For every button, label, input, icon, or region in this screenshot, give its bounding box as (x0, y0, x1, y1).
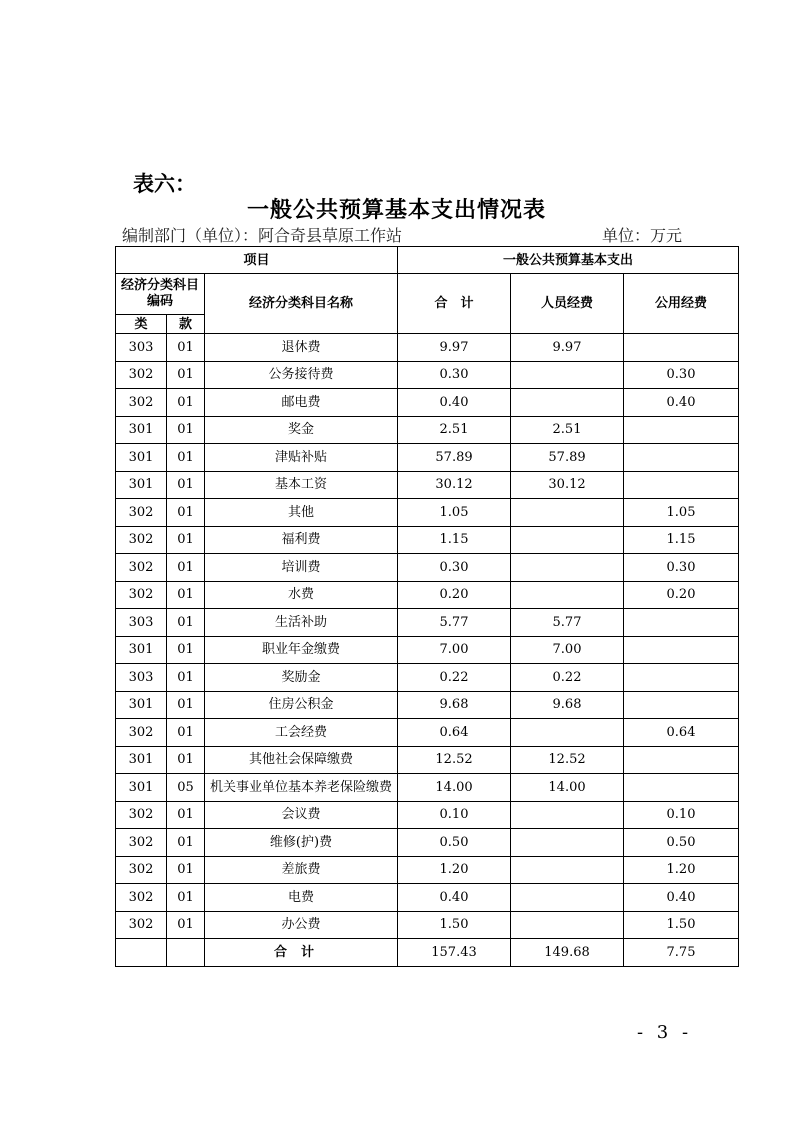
table-label: 表六： (133, 171, 196, 196)
header-budget-group: 一般公共预算基本支出 (398, 247, 739, 274)
cell-category: 301 (116, 636, 167, 664)
table-row (116, 856, 739, 884)
table-row (116, 389, 739, 417)
cell-public: 1.20 (624, 856, 739, 884)
cell-total: 1.05 (398, 499, 511, 527)
cell-personnel (511, 389, 624, 417)
cell-category: 303 (116, 609, 167, 637)
cell-category: 303 (116, 334, 167, 362)
cell-personnel (511, 801, 624, 829)
cell-total: 2.51 (398, 416, 511, 444)
cell-total: 9.97 (398, 334, 511, 362)
cell-public: 0.10 (624, 801, 739, 829)
cell-name: 邮电费 (205, 389, 398, 417)
header-name: 经济分类科目名称 (205, 274, 398, 334)
cell-category: 301 (116, 416, 167, 444)
summary-cat (116, 939, 167, 967)
cell-item: 01 (167, 361, 205, 389)
page-number: - 3 - (637, 1022, 693, 1043)
cell-category: 302 (116, 526, 167, 554)
table-row (116, 416, 739, 444)
cell-personnel: 9.68 (511, 691, 624, 719)
table-row (116, 829, 739, 857)
cell-item: 01 (167, 719, 205, 747)
cell-item: 01 (167, 856, 205, 884)
cell-item: 01 (167, 499, 205, 527)
cell-item: 01 (167, 884, 205, 912)
cell-name: 其他社会保障缴费 (205, 746, 398, 774)
cell-name: 差旅费 (205, 856, 398, 884)
table-row (116, 361, 739, 389)
table-row (116, 746, 739, 774)
cell-name: 其他 (205, 499, 398, 527)
cell-category: 302 (116, 499, 167, 527)
cell-personnel (511, 581, 624, 609)
cell-public (624, 416, 739, 444)
cell-category: 302 (116, 581, 167, 609)
cell-personnel: 57.89 (511, 444, 624, 472)
cell-personnel: 30.12 (511, 471, 624, 499)
header-personnel: 人员经费 (511, 274, 624, 334)
table-row (116, 774, 739, 802)
cell-name: 生活补助 (205, 609, 398, 637)
meta-row (122, 223, 682, 246)
cell-total: 0.22 (398, 664, 511, 692)
cell-total: 0.30 (398, 361, 511, 389)
table-row (116, 911, 739, 939)
header-public: 公用经费 (624, 274, 739, 334)
cell-personnel: 5.77 (511, 609, 624, 637)
cell-name: 水费 (205, 581, 398, 609)
cell-personnel (511, 499, 624, 527)
cell-public (624, 471, 739, 499)
table-row (116, 719, 739, 747)
cell-public (624, 636, 739, 664)
cell-category: 302 (116, 389, 167, 417)
table-row (116, 884, 739, 912)
cell-total: 30.12 (398, 471, 511, 499)
cell-personnel (511, 361, 624, 389)
cell-category: 302 (116, 554, 167, 582)
cell-category: 301 (116, 691, 167, 719)
cell-category: 301 (116, 746, 167, 774)
table-row (116, 609, 739, 637)
cell-name: 电费 (205, 884, 398, 912)
cell-public: 0.40 (624, 389, 739, 417)
cell-personnel: 12.52 (511, 746, 624, 774)
cell-public: 0.20 (624, 581, 739, 609)
cell-name: 退休费 (205, 334, 398, 362)
cell-item: 01 (167, 334, 205, 362)
cell-category: 301 (116, 471, 167, 499)
cell-name: 公务接待费 (205, 361, 398, 389)
cell-total: 0.20 (398, 581, 511, 609)
cell-total: 0.30 (398, 554, 511, 582)
cell-public: 1.50 (624, 911, 739, 939)
cell-personnel (511, 554, 624, 582)
cell-total: 7.00 (398, 636, 511, 664)
summary-item (167, 939, 205, 967)
table-row (116, 471, 739, 499)
cell-total: 1.50 (398, 911, 511, 939)
cell-category: 302 (116, 361, 167, 389)
cell-item: 01 (167, 664, 205, 692)
cell-personnel (511, 856, 624, 884)
summary-row (116, 939, 739, 967)
cell-public (624, 334, 739, 362)
table-row (116, 526, 739, 554)
cell-name: 基本工资 (205, 471, 398, 499)
prepared-by: 编制部门（单位）：阿合奇县草原工作站 (122, 226, 403, 245)
table-row (116, 499, 739, 527)
cell-public (624, 746, 739, 774)
cell-item: 01 (167, 581, 205, 609)
cell-public: 1.05 (624, 499, 739, 527)
cell-item: 05 (167, 774, 205, 802)
table-row (116, 554, 739, 582)
table-row (116, 664, 739, 692)
cell-name: 奖励金 (205, 664, 398, 692)
cell-category: 302 (116, 719, 167, 747)
cell-item: 01 (167, 389, 205, 417)
header-item: 款 (167, 315, 205, 334)
cell-name: 津贴补贴 (205, 444, 398, 472)
header-project: 项目 (116, 247, 398, 274)
cell-personnel (511, 526, 624, 554)
cell-item: 01 (167, 691, 205, 719)
table-row (116, 581, 739, 609)
summary-total: 157.43 (398, 939, 511, 967)
cell-name: 培训费 (205, 554, 398, 582)
cell-personnel: 9.97 (511, 334, 624, 362)
cell-item: 01 (167, 416, 205, 444)
cell-name: 住房公积金 (205, 691, 398, 719)
cell-item: 01 (167, 609, 205, 637)
cell-item: 01 (167, 471, 205, 499)
cell-total: 0.40 (398, 389, 511, 417)
cell-personnel: 0.22 (511, 664, 624, 692)
header-total: 合 计 (398, 274, 511, 334)
cell-item: 01 (167, 636, 205, 664)
cell-category: 303 (116, 664, 167, 692)
cell-personnel: 2.51 (511, 416, 624, 444)
header-code-group: 经济分类科目编码 (116, 274, 205, 315)
table-row (116, 636, 739, 664)
cell-item: 01 (167, 911, 205, 939)
cell-personnel (511, 719, 624, 747)
cell-name: 会议费 (205, 801, 398, 829)
cell-public (624, 609, 739, 637)
cell-item: 01 (167, 554, 205, 582)
cell-total: 1.15 (398, 526, 511, 554)
cell-public: 0.64 (624, 719, 739, 747)
unit-label: 单位：万元 (601, 226, 682, 245)
cell-category: 302 (116, 884, 167, 912)
cell-name: 办公费 (205, 911, 398, 939)
cell-category: 302 (116, 829, 167, 857)
cell-total: 0.40 (398, 884, 511, 912)
cell-public: 0.30 (624, 361, 739, 389)
page-title: 一般公共预算基本支出情况表 (246, 197, 546, 223)
cell-item: 01 (167, 801, 205, 829)
cell-category: 302 (116, 856, 167, 884)
summary-label: 合计 (205, 939, 398, 967)
cell-name: 福利费 (205, 526, 398, 554)
cell-total: 0.10 (398, 801, 511, 829)
cell-total: 12.52 (398, 746, 511, 774)
summary-public: 7.75 (624, 939, 739, 967)
cell-name: 奖金 (205, 416, 398, 444)
cell-category: 301 (116, 774, 167, 802)
cell-public: 1.15 (624, 526, 739, 554)
cell-category: 301 (116, 444, 167, 472)
cell-total: 0.50 (398, 829, 511, 857)
table-row (116, 801, 739, 829)
table-header (116, 247, 739, 334)
table-row (116, 691, 739, 719)
table-row (116, 334, 739, 362)
cell-name: 职业年金缴费 (205, 636, 398, 664)
cell-public: 0.50 (624, 829, 739, 857)
cell-total: 14.00 (398, 774, 511, 802)
cell-personnel (511, 884, 624, 912)
header-category: 类 (116, 315, 167, 334)
cell-total: 5.77 (398, 609, 511, 637)
cell-personnel: 7.00 (511, 636, 624, 664)
cell-name: 维修(护)费 (205, 829, 398, 857)
cell-public (624, 774, 739, 802)
table-body (116, 334, 739, 939)
cell-name: 工会经费 (205, 719, 398, 747)
cell-public (624, 691, 739, 719)
cell-total: 57.89 (398, 444, 511, 472)
cell-public: 0.30 (624, 554, 739, 582)
cell-public (624, 664, 739, 692)
cell-personnel (511, 911, 624, 939)
table-row (116, 444, 739, 472)
cell-personnel: 14.00 (511, 774, 624, 802)
cell-public (624, 444, 739, 472)
cell-item: 01 (167, 444, 205, 472)
cell-name: 机关事业单位基本养老保险缴费 (205, 774, 398, 802)
summary-personnel: 149.68 (511, 939, 624, 967)
cell-item: 01 (167, 746, 205, 774)
cell-item: 01 (167, 829, 205, 857)
cell-item: 01 (167, 526, 205, 554)
cell-personnel (511, 829, 624, 857)
cell-public: 0.40 (624, 884, 739, 912)
cell-total: 9.68 (398, 691, 511, 719)
budget-table (115, 246, 739, 967)
cell-total: 1.20 (398, 856, 511, 884)
cell-category: 302 (116, 911, 167, 939)
cell-category: 302 (116, 801, 167, 829)
cell-total: 0.64 (398, 719, 511, 747)
